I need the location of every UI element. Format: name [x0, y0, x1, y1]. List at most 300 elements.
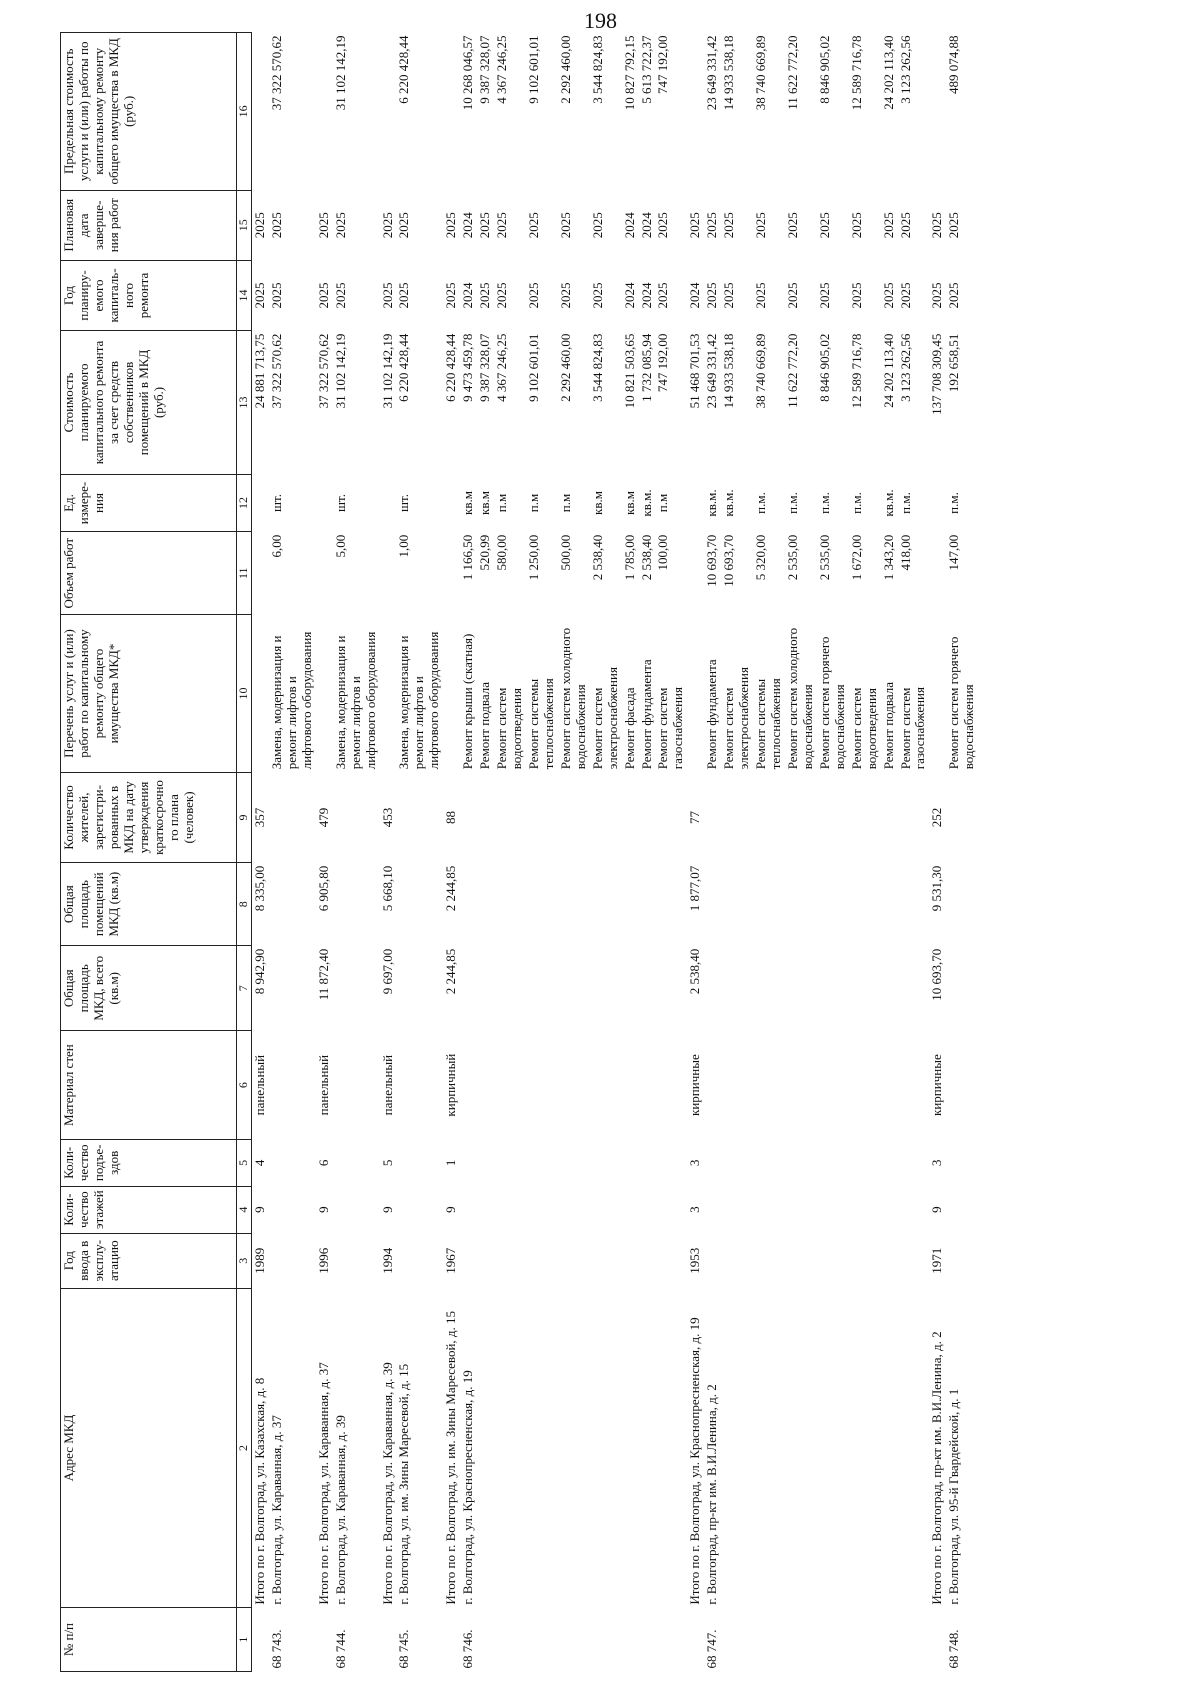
- table-cell: 2025: [252, 212, 267, 239]
- table-cell: [785, 772, 817, 862]
- table-cell: 2025: [589, 212, 605, 239]
- table-cell: 2 538,40: [687, 948, 703, 995]
- table-cell: п.м: [557, 493, 573, 513]
- table-cell: кирпичные: [687, 1054, 703, 1116]
- table-cell: панельный: [315, 1054, 331, 1116]
- table-cell: [380, 532, 397, 615]
- table-cell: [526, 1608, 558, 1672]
- table-cell: [704, 772, 721, 862]
- table-cell: 2025: [268, 282, 284, 309]
- table-cell: 11 872,40: [315, 948, 331, 1001]
- table-cell: 9: [252, 1206, 267, 1213]
- table-cell: [590, 863, 622, 946]
- table-cell: [333, 946, 380, 1031]
- table-cell: [881, 1186, 898, 1233]
- table-cell: [898, 1233, 930, 1288]
- table-cell: 1994: [379, 1247, 395, 1274]
- table-cell: 2025: [929, 212, 945, 239]
- table-cell: [316, 1608, 333, 1672]
- table-cell: [494, 946, 526, 1031]
- table-cell: 12 589 716,78: [848, 35, 864, 111]
- table-cell: [929, 615, 946, 773]
- table-cell: [898, 946, 930, 1031]
- table-cell: 9: [929, 1206, 945, 1213]
- table-row: [753, 33, 785, 1672]
- table-cell: 2025: [557, 282, 573, 309]
- table-cell: [881, 1288, 898, 1607]
- table-cell: 2025: [784, 212, 800, 239]
- table-cell: Ремонт фундамента: [638, 659, 654, 770]
- table-cell: п.м: [525, 493, 541, 513]
- table-cell: 2025: [655, 282, 671, 309]
- table-cell: [494, 1186, 526, 1233]
- table-cell: 2025: [315, 212, 331, 239]
- table-cell: [443, 474, 460, 531]
- table-cell: [252, 1608, 269, 1672]
- table-cell: 357: [252, 807, 267, 828]
- table-cell: [946, 1233, 978, 1288]
- table-cell: [753, 1233, 785, 1288]
- table-cell: 3 123 262,56: [897, 35, 913, 104]
- table-cell: [753, 946, 785, 1031]
- table-cell: 3 544 824,83: [589, 333, 605, 402]
- table-cell: [477, 1139, 494, 1186]
- table-cell: [817, 1139, 849, 1186]
- table-cell: [849, 1139, 881, 1186]
- table-cell: 2025: [929, 282, 945, 309]
- column-number-cell: 12: [237, 474, 252, 531]
- table-cell: [380, 474, 397, 531]
- table-cell: [946, 1031, 978, 1140]
- page-number: 198: [584, 8, 617, 33]
- table-cell: 580,00: [494, 534, 510, 571]
- table-cell: п.м.: [897, 492, 913, 514]
- table-cell: 6 905,80: [315, 865, 331, 912]
- table-cell: [721, 1139, 753, 1186]
- table-cell: [898, 1608, 930, 1672]
- table-cell: 9 473 459,78: [460, 333, 476, 402]
- table-cell: 2025: [721, 282, 737, 309]
- table-cell: [639, 1288, 656, 1607]
- table-cell: [929, 1608, 946, 1672]
- table-cell: [558, 1608, 590, 1672]
- table-cell: 77: [687, 810, 703, 824]
- table-cell: Ремонт систем водоотведения: [848, 687, 879, 770]
- table-row: [817, 33, 849, 1672]
- table-cell: Ремонт систем горячего водоснабжения: [946, 636, 977, 770]
- table-cell: [946, 946, 978, 1031]
- table-cell: кирпичные: [929, 1054, 945, 1116]
- table-cell: [558, 1031, 590, 1140]
- column-number-cell: 6: [237, 1031, 252, 1140]
- table-cell: 5 668,10: [379, 865, 395, 912]
- table-cell: 520,99: [477, 534, 493, 571]
- table-cell: [881, 1233, 898, 1288]
- table-cell: [881, 1608, 898, 1672]
- table-row: [929, 33, 946, 1672]
- table-cell: [704, 1031, 721, 1140]
- table-cell: [721, 772, 753, 862]
- table-cell: [443, 615, 460, 773]
- table-cell: [704, 1186, 721, 1233]
- table-cell: [590, 1031, 622, 1140]
- table-row: [639, 33, 656, 1672]
- table-cell: 2024: [460, 282, 476, 309]
- table-cell: [558, 1139, 590, 1186]
- table-cell: кв.м.: [638, 489, 654, 517]
- table-cell: [753, 1139, 785, 1186]
- table-cell: 3: [929, 1159, 945, 1167]
- table-cell: 2025: [494, 282, 510, 309]
- table-cell: 11 622 772,20: [784, 333, 800, 408]
- table-cell: 2025: [477, 212, 493, 239]
- table-cell: [396, 863, 443, 946]
- header-row: [61, 33, 237, 1672]
- table-cell: Ремонт системы теплоснабжения: [525, 678, 556, 770]
- table-cell: [817, 863, 849, 946]
- table-cell: 2025: [897, 282, 913, 309]
- table-row: [269, 33, 316, 1672]
- table-cell: [590, 1608, 622, 1672]
- table-row: [526, 33, 558, 1672]
- table-cell: [590, 946, 622, 1031]
- table-cell: [849, 1186, 881, 1233]
- table-row: [704, 33, 721, 1672]
- table-cell: [898, 863, 930, 946]
- table-cell: 2025: [704, 212, 720, 239]
- table-cell: 500,00: [557, 534, 573, 571]
- table-cell: 453: [379, 807, 395, 828]
- table-cell: 2025: [880, 212, 896, 239]
- table-cell: 5 613 722,37: [638, 35, 654, 104]
- table-cell: 12 589 716,78: [848, 333, 864, 409]
- table-cell: кирпичный: [443, 1053, 459, 1117]
- table-cell: [316, 474, 333, 531]
- table-cell: [558, 1233, 590, 1288]
- table-row: [721, 33, 753, 1672]
- table-cell: 2 538,40: [638, 534, 654, 581]
- table-row: [558, 33, 590, 1672]
- table-cell: [590, 1233, 622, 1288]
- table-cell: [494, 863, 526, 946]
- table-cell: [753, 1288, 785, 1607]
- table-cell: 24 202 113,40: [880, 333, 896, 408]
- table-cell: [655, 863, 687, 946]
- table-cell: Ремонт систем холодного водоснабжения: [784, 627, 815, 770]
- table-cell: [881, 946, 898, 1031]
- table-cell: [477, 863, 494, 946]
- table-cell: [817, 1233, 849, 1288]
- table-cell: 2 535,00: [784, 534, 800, 581]
- table-cell: Итого по г. Волгоград, пр-кт им. В.И.Ленина, д. 2: [929, 1331, 945, 1605]
- table-cell: [817, 1608, 849, 1672]
- table-row: [590, 33, 622, 1672]
- header-cell: Стоимость планируемого капитального ремонта за счет средств собственников помещений в МКД (руб.): [61, 331, 237, 475]
- table-cell: [558, 1186, 590, 1233]
- table-cell: 2025: [332, 212, 348, 239]
- table-cell: Ремонт крыши (скатная): [460, 633, 476, 770]
- table-cell: [687, 615, 704, 773]
- table-cell: 489 074,88: [946, 35, 962, 94]
- table-cell: 1967: [443, 1247, 459, 1274]
- table-cell: [721, 1186, 753, 1233]
- header-cell: Материал стен: [61, 1031, 237, 1140]
- table-cell: шт.: [268, 494, 284, 512]
- table-cell: [639, 1233, 656, 1288]
- table-row: [655, 33, 687, 1672]
- header-cell: Количество жителей, зарегистри-рованных в МКД на дату утверждения краткосрочно го плана (человек): [61, 772, 237, 862]
- table-cell: 24 881 713,75: [252, 333, 267, 409]
- table-cell: [443, 1608, 460, 1672]
- header-cell: Коли-чество подъе-здов: [61, 1139, 237, 1186]
- table-cell: 5,00: [332, 534, 348, 558]
- table-cell: [269, 1186, 316, 1233]
- table-cell: 10 827 792,15: [621, 35, 637, 111]
- table-cell: [590, 772, 622, 862]
- table-cell: 2025: [687, 212, 703, 239]
- table-cell: Ремонт подвала: [477, 682, 493, 770]
- table-cell: 6 220 428,44: [443, 333, 459, 402]
- table-cell: [898, 772, 930, 862]
- table-cell: 2025: [848, 282, 864, 309]
- table-cell: Замена, модернизация и ремонт лифтов и лифтового оборудования: [396, 631, 442, 770]
- table-cell: 2 538,40: [589, 534, 605, 581]
- table-row: [687, 33, 704, 1672]
- table-cell: кв.м: [477, 491, 493, 515]
- table-cell: [269, 1233, 316, 1288]
- table-cell: [946, 863, 978, 946]
- table-cell: 2025: [816, 282, 832, 309]
- table-cell: 252: [929, 807, 945, 828]
- table-cell: 2025: [315, 282, 331, 309]
- table-cell: [380, 1608, 397, 1672]
- table-row: [396, 33, 443, 1672]
- column-number-cell: 16: [237, 33, 252, 191]
- table-cell: [558, 772, 590, 862]
- table-cell: [526, 946, 558, 1031]
- table-cell: [655, 946, 687, 1031]
- table-cell: 4 367 246,25: [494, 333, 510, 402]
- column-number-cell: 9: [237, 772, 252, 862]
- table-cell: [494, 1608, 526, 1672]
- table-cell: 2 244,85: [443, 948, 459, 995]
- table-cell: [929, 33, 946, 191]
- table-cell: [655, 1031, 687, 1140]
- table-cell: 2025: [946, 282, 962, 309]
- table-cell: [443, 532, 460, 615]
- table-cell: 1996: [315, 1247, 331, 1274]
- rotated-table-wrapper: [60, 32, 1140, 1672]
- table-cell: [929, 474, 946, 531]
- table-cell: п.м.: [784, 492, 800, 514]
- table-cell: [817, 772, 849, 862]
- table-cell: [639, 1139, 656, 1186]
- table-cell: 68 745.: [396, 1629, 412, 1669]
- table-cell: 10 821 503,65: [621, 333, 637, 409]
- table-cell: г. Волгоград, пр-кт им. В.И.Ленина, д. 2: [704, 1384, 720, 1605]
- table-cell: [333, 863, 380, 946]
- table-cell: Итого по г. Волгоград, ул. Краснопресненская, д. 19: [687, 1317, 703, 1605]
- table-cell: 68 744.: [332, 1629, 348, 1669]
- table-cell: 31 102 142,19: [332, 333, 348, 409]
- header-cell: Адрес МКД: [61, 1288, 237, 1607]
- table-cell: [477, 772, 494, 862]
- table-cell: 9: [315, 1206, 331, 1213]
- table-cell: 2025: [494, 212, 510, 239]
- table-cell: [946, 772, 978, 862]
- table-cell: 9 531,30: [929, 865, 945, 912]
- table-cell: 1971: [929, 1247, 945, 1274]
- table-cell: [460, 1139, 477, 1186]
- table-cell: кв.м.: [880, 489, 896, 517]
- capital-repair-table: [60, 32, 978, 1672]
- table-row: [460, 33, 477, 1672]
- table-cell: кв.м.: [704, 489, 720, 517]
- table-cell: [704, 863, 721, 946]
- table-cell: 2024: [687, 282, 703, 309]
- table-cell: [269, 772, 316, 862]
- table-cell: [316, 615, 333, 773]
- table-cell: [460, 863, 477, 946]
- table-cell: 10 693,70: [721, 534, 737, 587]
- table-cell: [494, 772, 526, 862]
- table-cell: [849, 1288, 881, 1607]
- table-cell: шт.: [332, 494, 348, 512]
- table-cell: кв.м.: [721, 489, 737, 517]
- table-cell: Замена, модернизация и ремонт лифтов и лифтового оборудования: [268, 631, 314, 770]
- table-cell: [655, 1139, 687, 1186]
- table-row: [622, 33, 639, 1672]
- table-cell: 8 846 905,02: [816, 35, 832, 104]
- table-cell: Итого по г. Волгоград, ул. Караванная, д. 37: [315, 1362, 331, 1605]
- table-cell: г. Волгоград, ул. 95-й Гвардейской, д. 1: [946, 1388, 962, 1605]
- table-cell: 2025: [848, 212, 864, 239]
- table-cell: 9 387 328,07: [477, 333, 493, 402]
- table-cell: 147,00: [946, 534, 962, 571]
- table-cell: [396, 1233, 443, 1288]
- table-cell: [849, 946, 881, 1031]
- table-cell: 2025: [721, 212, 737, 239]
- table-cell: [269, 1031, 316, 1140]
- table-cell: 1: [443, 1159, 459, 1167]
- table-head: [61, 33, 252, 1672]
- table-cell: Ремонт систем водоотведения: [494, 687, 524, 770]
- table-cell: п.м.: [816, 492, 832, 514]
- table-cell: [269, 946, 316, 1031]
- table-cell: [622, 1608, 639, 1672]
- table-cell: 9 102 601,01: [525, 333, 541, 402]
- column-number-cell: 5: [237, 1139, 252, 1186]
- table-cell: 4 367 246,25: [494, 35, 510, 104]
- table-cell: [396, 1186, 443, 1233]
- table-cell: 8 942,90: [252, 948, 267, 995]
- table-cell: 24 202 113,40: [880, 35, 896, 110]
- table-cell: [639, 1031, 656, 1140]
- table-cell: 10 693,70: [704, 534, 720, 587]
- table-cell: Ремонт системы теплоснабжения: [753, 678, 783, 770]
- table-cell: [460, 772, 477, 862]
- table-cell: 2024: [621, 282, 637, 309]
- table-cell: Ремонт фундамента: [704, 659, 720, 770]
- table-cell: Ремонт систем горячего водоснабжения: [816, 636, 847, 770]
- table-cell: 2025: [784, 282, 800, 309]
- table-row: [881, 33, 898, 1672]
- table-cell: [655, 1288, 687, 1607]
- table-cell: 2025: [396, 212, 412, 239]
- table-cell: 2025: [816, 212, 832, 239]
- table-cell: [333, 772, 380, 862]
- header-cell: Перечень услуг и (или) работ по капитальному ремонту общего имущества МКД*: [61, 615, 237, 773]
- table-cell: [929, 532, 946, 615]
- table-cell: 137 708 309,45: [929, 333, 945, 415]
- column-number-cell: 11: [237, 532, 252, 615]
- column-number-cell: 1: [237, 1608, 252, 1672]
- table-cell: [269, 863, 316, 946]
- table-cell: 51 468 701,53: [687, 333, 703, 409]
- table-cell: [526, 1031, 558, 1140]
- table-cell: [252, 615, 269, 773]
- table-cell: 2024: [460, 212, 476, 239]
- table-cell: 2025: [753, 212, 769, 239]
- table-cell: п.м.: [753, 492, 769, 514]
- column-number-cell: 13: [237, 331, 252, 475]
- table-cell: Ремонт систем холодного водоснабжения: [557, 627, 588, 770]
- table-cell: 31 102 142,19: [332, 35, 348, 111]
- table-cell: 31 102 142,19: [379, 333, 395, 409]
- table-cell: [460, 1233, 477, 1288]
- table-row: [252, 33, 269, 1672]
- table-cell: [704, 1139, 721, 1186]
- table-cell: 1 877,07: [687, 865, 703, 912]
- table-cell: [252, 474, 269, 531]
- table-cell: [687, 474, 704, 531]
- column-number-cell: 7: [237, 946, 252, 1031]
- table-cell: 14 933 538,18: [721, 333, 737, 409]
- header-cell: Общая площадь помещений МКД (кв.м): [61, 863, 237, 946]
- table-cell: 68 748.: [946, 1629, 962, 1669]
- table-row: [785, 33, 817, 1672]
- table-row: [316, 33, 333, 1672]
- table-cell: 68 746.: [460, 1629, 476, 1669]
- table-cell: 4: [252, 1159, 267, 1167]
- table-cell: [477, 1233, 494, 1288]
- table-cell: [721, 863, 753, 946]
- table-cell: 2025: [525, 282, 541, 309]
- table-cell: 100,00: [655, 534, 671, 571]
- table-cell: 479: [315, 807, 331, 828]
- table-cell: [817, 1186, 849, 1233]
- table-cell: 2025: [946, 212, 962, 239]
- table-cell: [396, 946, 443, 1031]
- table-cell: 2025: [589, 282, 605, 309]
- table-cell: 1 250,00: [525, 534, 541, 581]
- table-cell: [655, 1186, 687, 1233]
- table-cell: [721, 1233, 753, 1288]
- table-cell: [849, 1233, 881, 1288]
- table-cell: [460, 1031, 477, 1140]
- table-cell: 5 320,00: [753, 534, 769, 581]
- table-cell: [333, 1233, 380, 1288]
- table-cell: [460, 1186, 477, 1233]
- table-cell: [252, 33, 269, 191]
- table-cell: [622, 946, 639, 1031]
- table-cell: [704, 1233, 721, 1288]
- table-cell: [655, 1233, 687, 1288]
- table-cell: 2 244,85: [443, 865, 459, 912]
- table-cell: 14 933 538,18: [721, 35, 737, 111]
- table-cell: [622, 1233, 639, 1288]
- table-cell: [721, 1288, 753, 1607]
